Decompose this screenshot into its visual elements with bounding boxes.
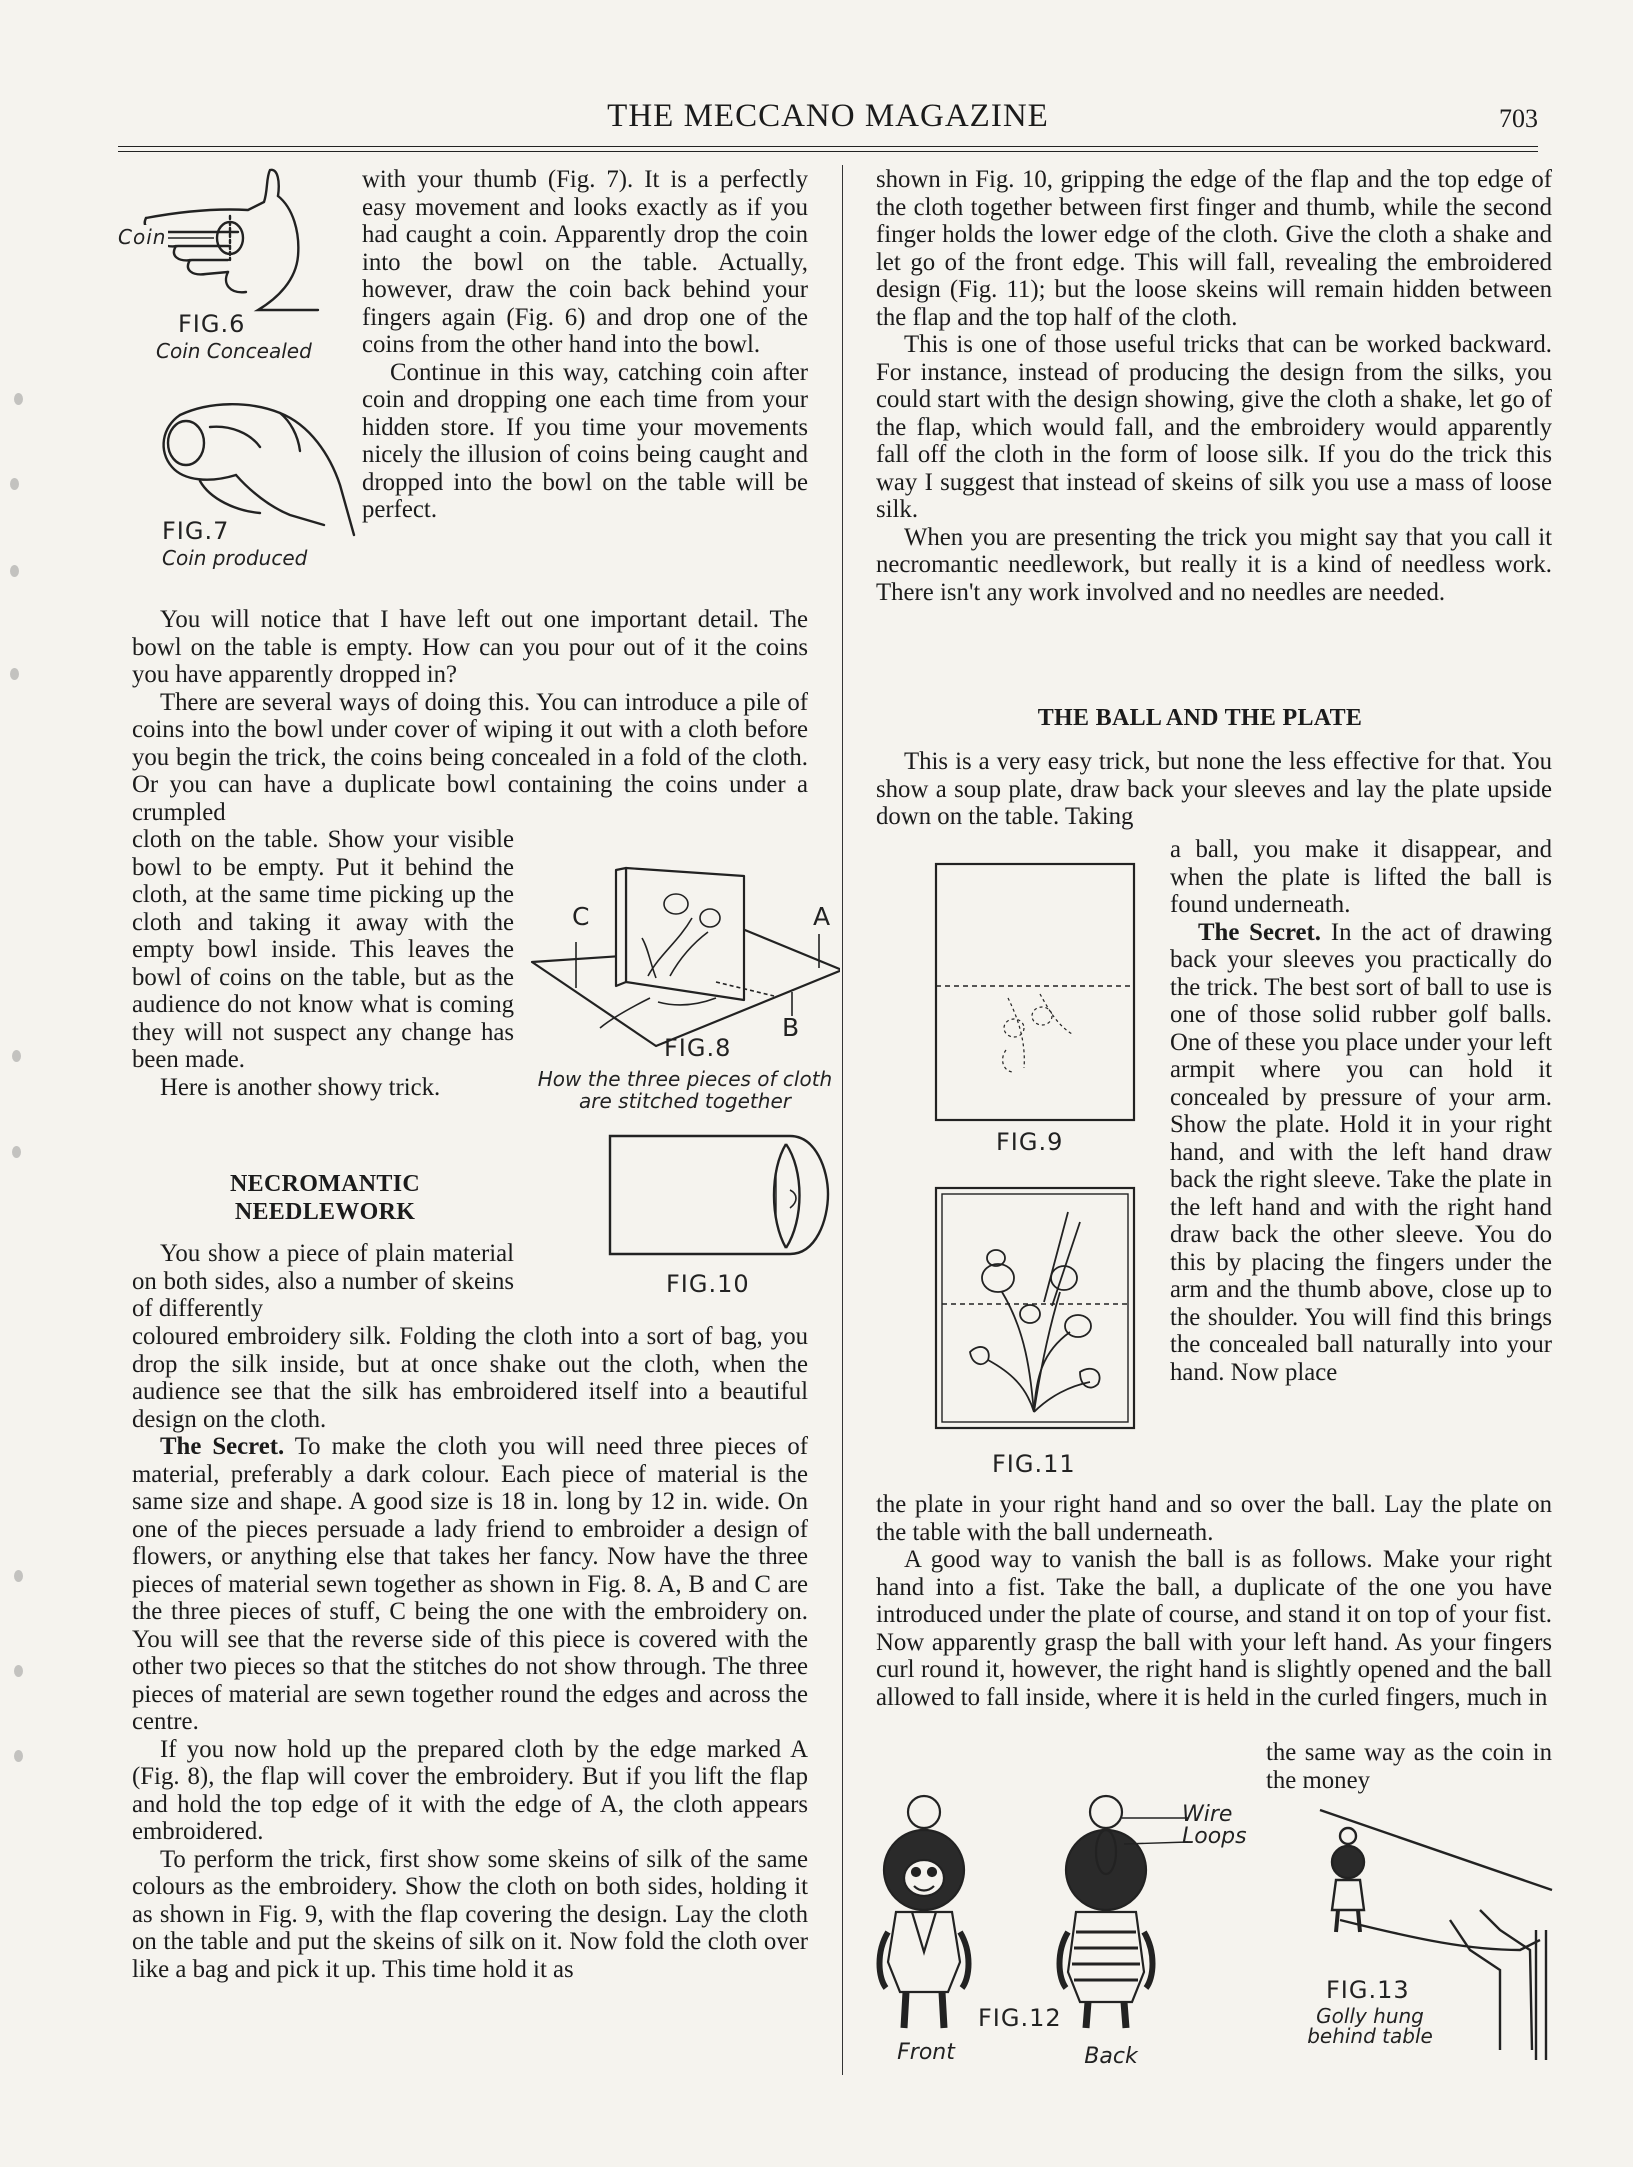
embroidered-cloth-illustration: [930, 1182, 1140, 1442]
margin-mark: [12, 1146, 21, 1158]
margin-mark: [14, 1750, 23, 1762]
fig13-label: FIG.13: [1326, 1976, 1410, 2004]
fig9-label: FIG.9: [996, 1128, 1064, 1156]
paragraph: [132, 1433, 808, 1736]
paragraph: the plate in your right hand and so over the ball. Lay the plate on the table with the ball underneath.: [876, 1491, 1552, 1546]
secret-label: The Secret.: [1198, 918, 1322, 946]
paragraph: with your thumb (Fig. 7). It is a perfectly easy movement and looks exactly as if you had caught a coin. Apparently drop the coin into the bowl on the table. Actually, however, draw the coin back behind your fingers again (Fig. 6) and drop one of the coins from the other hand into the bowl.: [362, 166, 808, 358]
col2-text-ball: [876, 748, 1552, 831]
fig8-label: FIG.8: [664, 1034, 732, 1062]
coin-label: Coin: [118, 225, 167, 249]
magazine-title: THE MECCANO MAGAZINE: [607, 98, 1049, 134]
figure-11: [930, 1182, 1140, 1482]
margin-mark: [10, 668, 19, 680]
paragraph: Here is another showy trick.: [160, 1073, 441, 1101]
front-label: Front: [897, 2040, 955, 2065]
paragraph: the same way as the coin in the money: [1266, 1739, 1552, 1794]
paragraph: Continue in this way, catching coin after coin and dropping one each time from your hidden store. If you time your movements nicely the illusion of coins being caught and dropped into the bowl on the table will be perfect.: [362, 358, 808, 523]
col2-text-top: [876, 166, 1552, 606]
section-heading-ball-and-plate: THE BALL AND THE PLATE: [1037, 705, 1363, 731]
figure-8: [530, 858, 840, 1118]
paragraph: When you are presenting the trick you might say that you call it necromantic needlework, but really it is a kind of needless work. There isn't any work involved and no needles are needed.: [876, 523, 1552, 606]
fig6-label: FIG.6: [178, 310, 246, 338]
paragraph: To perform the trick, first show some skeins of silk of the same colours as the embroidery. Show the cloth on both sides, holding it as shown in Fig. 9, with the flap covering the design. Lay the cloth on the table and put the skeins of silk on it. Now fold the cloth over like a bag and pick it up. This time hold it as: [132, 1845, 808, 1983]
fig8-letter-b: B: [782, 1013, 801, 1042]
col1-text-mid: [132, 606, 808, 826]
margin-mark: [12, 1050, 21, 1062]
fig6-caption: Coin Concealed: [156, 339, 312, 363]
paragraph-text: In the act of drawing back your sleeves you practically do the trick. The best sort of ball to use is one of those solid rubber golf balls. One of these you place under your left armpit where you can hold it concealed by pressure of your arm. Show the plate. Hold it in your right hand, and with the left hand draw back the right sleeve. Take the plate in the left hand and with the right hand draw back the other sleeve. You do this by placing the fingers under the arm and the thumb above, close up to the shoulder. You will find this brings the concealed ball naturally into your hand. Now place: [1170, 918, 1553, 1386]
fig8-letter-c: C: [572, 902, 591, 931]
figure-12: [876, 1792, 1276, 2082]
header-rule-bottom: [118, 151, 1538, 152]
fig10-label: FIG.10: [666, 1270, 750, 1298]
wire-loops-label: Wire Loops: [1182, 1802, 1247, 1849]
figure-7: [140, 395, 360, 595]
folded-cloth-bag-illustration: [600, 1130, 840, 1260]
paragraph: This is a very easy trick, but none the less effective for that. You show a soup plate, draw back your sleeves and lay the plate upside down on the table. Taking: [876, 748, 1552, 830]
col2-text-narrow: [1170, 836, 1552, 1386]
paragraph: cloth on the table. Show your visible bowl to be empty. Put it behind the cloth, at the same time picking up the cloth and taking it away with the empty bowl inside. This leaves the bowl of coins on the table, but as the audience do not know what is coming they will not suspect any change has been made.: [132, 826, 514, 1073]
paragraph: shown in Fig. 10, gripping the edge of the flap and the top edge of the cloth together between first finger and thumb, while the second finger holds the lower edge of the cloth. Give the cloth a shake and let go of the front edge. This will fall, revealing the embroidered design (Fig. 11); but the loose skeins will remain hidden between the flap and the top half of the cloth.: [876, 166, 1552, 331]
col1-text-top: [362, 166, 808, 524]
col1-text-bottom: [132, 1323, 808, 1983]
figure-13: [1300, 1800, 1560, 2080]
col2-text-lower: [876, 1491, 1552, 1711]
margin-mark: [10, 565, 19, 577]
figure-9: [930, 858, 1140, 1158]
paragraph-text: To make the cloth you will need three pieces of material, preferably a dark colour. Each piece of material is the same size and shape. A good size is 18 in. long by 12 in. wide. On one of the pieces persuade a lady friend to embroider a design of flowers, or anything else that takes her fancy. Now have the three pieces of material sewn together as shown in Fig. 8. A, B and C are the three pieces of stuff, C being the one with the embroidery on. You will see that the reverse side of this piece is covered with the other two pieces so that the stitches do not show through. The three pieces of material are sewn together round the edges and across the centre.: [132, 1433, 808, 1735]
paragraph: coloured embroidery silk. Folding the cloth into a sort of bag, you drop the silk inside, but at once shake out the cloth, when the audience see that the silk has embroidered itself into a beautiful design on the cloth.: [132, 1323, 808, 1433]
cloth-with-flap-illustration: [930, 858, 1140, 1128]
fig8-caption: How the three pieces of cloth are stitched together: [537, 1067, 833, 1113]
fig13-caption: Golly hung behind table: [1307, 2004, 1433, 2048]
back-label: Back: [1084, 2044, 1138, 2069]
margin-mark: [10, 478, 19, 490]
margin-mark: [14, 1570, 23, 1582]
figure-6: [118, 160, 338, 370]
header-rule-top: [118, 146, 1538, 147]
column-divider: [842, 165, 843, 2075]
section-heading-necromantic-needlework: NECROMANTIC NEEDLEWORK: [230, 1171, 420, 1225]
fig11-label: FIG.11: [992, 1450, 1076, 1478]
col2-text-end: [1266, 1739, 1552, 1794]
paragraph: There are several ways of doing this. You can introduce a pile of coins into the bowl under cover of wiping it out with a cloth before you begin the trick, the coins being concealed in a fold of the cloth. Or you can have a duplicate bowl containing the coins under a crumpled: [132, 688, 808, 826]
col1-text-narrow-2: [132, 1240, 514, 1323]
fig7-label: FIG.7: [162, 517, 230, 545]
page-number: 703: [1499, 104, 1538, 133]
fig8-letter-a: A: [813, 902, 832, 931]
paragraph: This is one of those useful tricks that can be worked backward. For instance, instead of producing the design from the silks, you could start with the design showing, give the cloth a shake, let go of the flap, which would fall, and the embroidery would apparently fall off the cloth in the form of loose silk. If you do the trick this way I suggest that instead of skeins of silk you use a mass of loose silk.: [876, 331, 1552, 523]
secret-label: The Secret.: [160, 1433, 285, 1460]
fig7-caption: Coin produced: [162, 546, 308, 570]
paragraph: a ball, you make it disappear, and when the plate is lifted the ball is found underneath.: [1170, 836, 1552, 918]
figure-10: [600, 1130, 840, 1300]
paragraph: A good way to vanish the ball is as follows. Make your right hand into a fist. Take the ball, a duplicate of the one you have introduced under the plate of course, and stand it on top of your fist. Now apparently grasp the ball with your left hand. As your fingers curl round it, however, the right hand is slightly opened and the ball allowed to fall inside, where it is held in the curled fingers, much in: [876, 1546, 1552, 1711]
page-header: [118, 98, 1538, 142]
paragraph: You show a piece of plain material on both sides, also a number of skeins of differently: [132, 1240, 514, 1322]
paragraph: [1170, 919, 1552, 1387]
col1-text-narrow: [132, 826, 514, 1101]
paragraph: You will notice that I have left out one important detail. The bowl on the table is empty. How can you pour out of it the coins you have apparently dropped in?: [132, 606, 808, 688]
paragraph: If you now hold up the prepared cloth by the edge marked A (Fig. 8), the flap will cover the embroidery. But if you lift the flap and hold the top edge of it with the edge of A, the cloth appears embroidered.: [132, 1735, 808, 1845]
margin-mark: [14, 393, 23, 405]
fig12-label: FIG.12: [978, 2004, 1062, 2032]
margin-mark: [14, 1665, 23, 1677]
